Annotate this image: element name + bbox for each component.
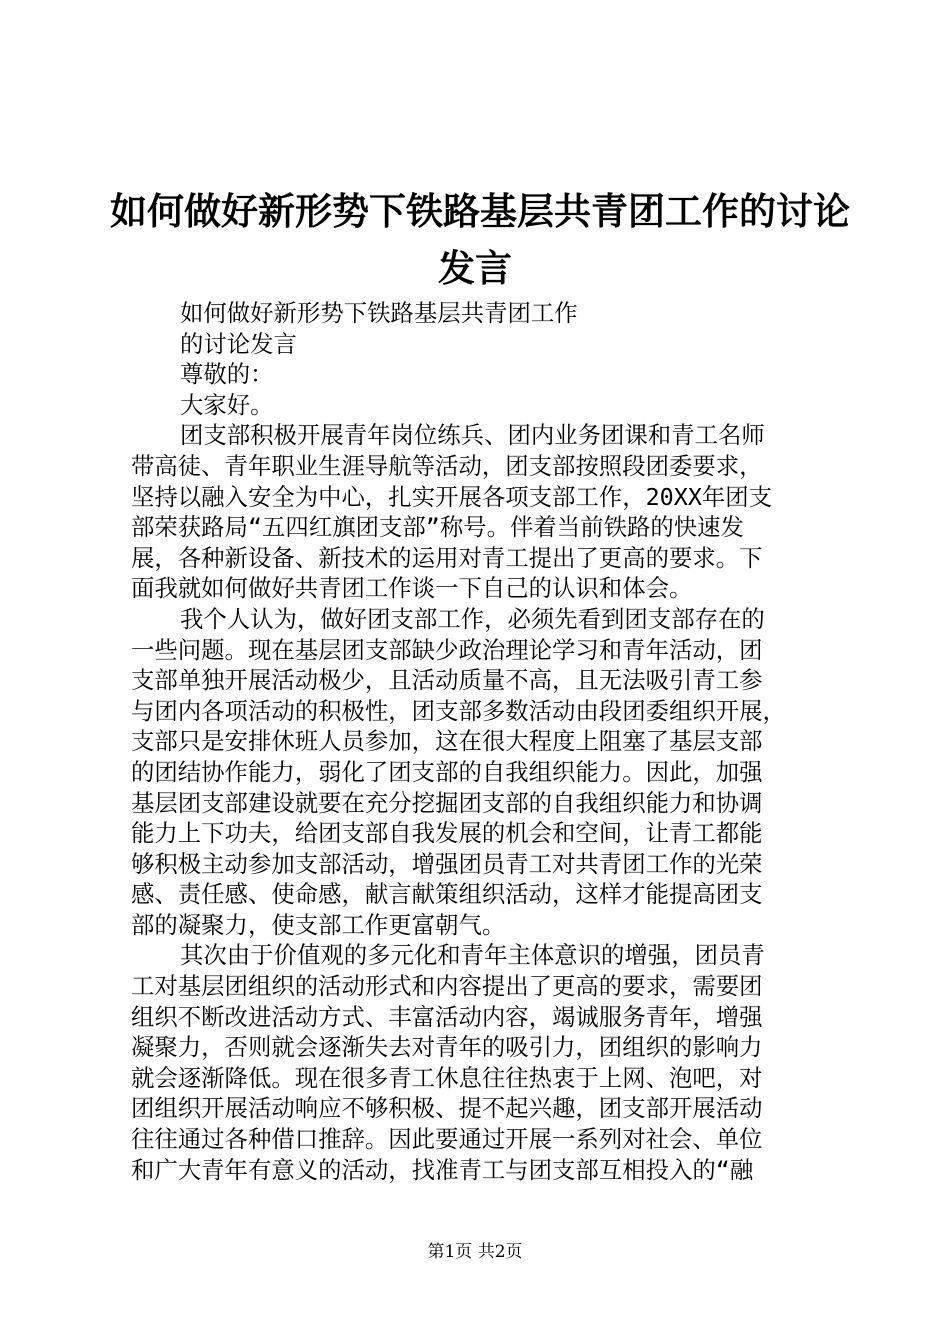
body-line: 坚持以融入安全为中心，扎实开展各项支部工作，20XX年团支 — [131, 482, 773, 511]
body-line: 的讨论发言 — [180, 329, 297, 358]
body-line: 大家好。 — [180, 390, 274, 419]
body-line: 其次由于价值观的多元化和青年主体意识的增强，团员青 — [180, 941, 765, 970]
page-number-footer: 第1页 共2页 — [427, 1242, 523, 1262]
body-line: 支部只是安排休班人员参加，这在很大程度上阻塞了基层支部 — [131, 727, 763, 756]
body-line: 部的凝聚力，使支部工作更富朝气。 — [131, 910, 506, 939]
body-line: 组织不断改进活动方式、丰富活动内容，竭诚服务青年，增强 — [131, 1002, 763, 1031]
body-line: 感、责任感、使命感，献言献策组织活动，这样才能提高团支 — [131, 880, 763, 909]
document-title-line-2: 发言 — [438, 246, 512, 290]
body-line: 展，各种新设备、新技术的运用对青工提出了更高的要求。下 — [131, 543, 763, 572]
body-line: 部荣获路局“五四红旗团支部”称号。伴着当前铁路的快速发 — [131, 513, 744, 542]
body-line: 我个人认为，做好团支部工作，必须先看到团支部存在的 — [180, 604, 765, 633]
document-title-line-1: 如何做好新形势下铁路基层共青团工作的讨论 — [110, 189, 850, 233]
body-line: 团支部积极开展青年岗位练兵、团内业务团课和青工名师 — [180, 421, 765, 450]
body-line: 与团内各项活动的积极性，团支部多数活动由段团委组织开展， — [131, 696, 786, 725]
body-line: 的团结协作能力，弱化了团支部的自我组织能力。因此，加强 — [131, 757, 763, 786]
body-line: 就会逐渐降低。现在很多青工休息往往热衷于上网、泡吧，对 — [131, 1063, 763, 1092]
body-line: 工对基层团组织的活动形式和内容提出了更高的要求，需要团 — [131, 972, 763, 1001]
body-line: 基层团支部建设就要在充分挖掘团支部的自我组织能力和协调 — [131, 788, 763, 817]
body-line: 一些问题。现在基层团支部缺少政治理论学习和青年活动，团 — [131, 635, 763, 664]
body-line: 凝聚力，否则就会逐渐失去对青年的吸引力，团组织的影响力 — [131, 1033, 763, 1062]
body-line: 面我就如何做好共青团工作谈一下自己的认识和体会。 — [131, 574, 693, 603]
body-line: 支部单独开展活动极少，且活动质量不高，且无法吸引青工参 — [131, 666, 763, 695]
body-line: 如何做好新形势下铁路基层共青团工作 — [180, 299, 578, 327]
document-body — [131, 298, 841, 1185]
body-line: 往往通过各种借口推辞。因此要通过开展一系列对社会、单位 — [131, 1125, 763, 1154]
body-line: 团组织开展活动响应不够积极、提不起兴趣，团支部开展活动 — [131, 1094, 763, 1123]
body-line: 能力上下功夫，给团支部自我发展的机会和空间，让青工都能 — [131, 819, 763, 848]
body-line: 够积极主动参加支部活动，增强团员青工对共青团工作的光荣 — [131, 849, 763, 878]
body-line: 带高徒、青年职业生涯导航等活动，团支部按照段团委要求， — [131, 451, 763, 480]
body-line: 和广大青年有意义的活动，找准青工与团支部互相投入的“融 — [131, 1155, 754, 1184]
body-line: 尊敬的： — [180, 360, 274, 389]
